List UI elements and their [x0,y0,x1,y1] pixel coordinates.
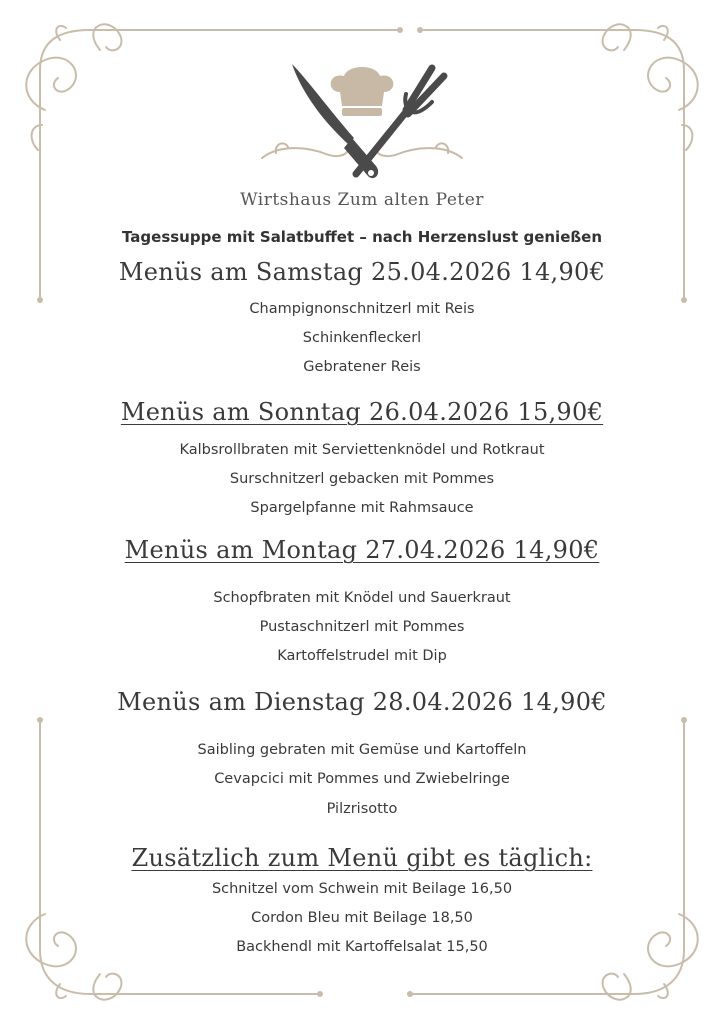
section-heading-samstag: Menüs am Samstag 25.04.2026 14,90€ [118,258,606,286]
section-heading-sonntag: Menüs am Sonntag 26.04.2026 15,90€ [120,398,604,426]
menu-item: Surschnitzerl gebacken mit Pommes [229,471,495,487]
menu-item: Champignonschnitzerl mit Reis [249,301,475,317]
section-heading-daily-extras: Zusätzlich zum Menü gibt es täglich: [131,844,593,872]
flourish-left [262,143,348,158]
menu-item: Kartoffelstrudel mit Dip [277,648,447,664]
menu-item: Gebratener Reis [303,359,421,375]
section-heading-montag: Menüs am Montag 27.04.2026 14,90€ [124,536,600,564]
menu-item: Pilzrisotto [326,801,398,817]
menu-item: Schinkenfleckerl [302,330,422,346]
menu-item: Cevapcici mit Pommes und Zwiebelringe [214,771,510,787]
restaurant-logo [256,58,468,190]
menu-item: Spargelpfanne mit Rahmsauce [250,500,474,516]
section-heading-dienstag: Menüs am Dienstag 28.04.2026 14,90€ [117,688,607,716]
menu-item: Kalbsrollbraten mit Serviettenknödel und Rotkraut [179,442,545,458]
menu-item: Schnitzel vom Schwein mit Beilage 16,50 [211,881,513,897]
chef-hat-icon [331,67,394,116]
menu-item: Backhendl mit Kartoffelsalat 15,50 [236,939,488,955]
restaurant-name: Wirtshaus Zum alten Peter [240,190,484,210]
menu-item: Schopfbraten mit Knödel und Sauerkraut [213,590,511,606]
tagline: Tagessuppe mit Salatbuffet – nach Herzenslust genießen [121,228,603,246]
menu-item: Pustaschnitzerl mit Pommes [259,619,465,635]
menu-item: Cordon Bleu mit Beilage 18,50 [251,910,473,926]
flourish-right [376,143,462,158]
menu-item: Saibling gebraten mit Gemüse und Kartoffeln [197,742,527,758]
